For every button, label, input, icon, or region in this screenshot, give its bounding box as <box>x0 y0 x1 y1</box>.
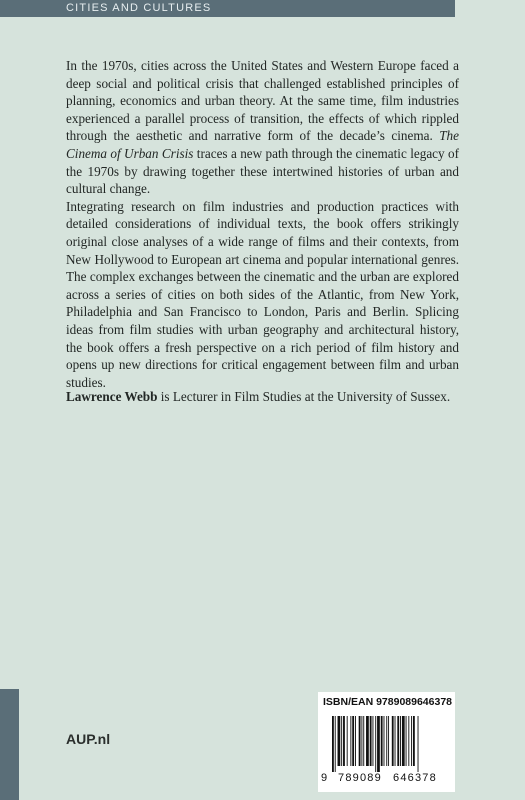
barcode-label <box>318 692 455 792</box>
barcode-bar <box>386 716 387 766</box>
publisher-website: AUP.nl <box>66 731 111 747</box>
barcode-bar <box>377 716 380 772</box>
cover-blurb <box>66 57 459 391</box>
barcode-bar <box>361 716 362 766</box>
barcode-bar <box>395 716 396 766</box>
book-title: The Cinema of Urban Crisis <box>66 128 459 161</box>
barcode-digit-lead: 9 <box>321 772 328 784</box>
barcode-bar <box>402 716 405 766</box>
barcode-bar <box>372 716 373 766</box>
barcode-bar <box>355 716 356 766</box>
series-banner <box>0 0 455 17</box>
blurb-paragraph-2: Integrating research on film industries and production practices with detailed considerations of individual texts, the book offers strikingly original close analyses of a wide range of films and their contexts, from New Hollywood to European art cinema and popular international genres. The complex exchanges between the cinematic and the urban are explored across a series of cities on both sides of the Atlantic, from New York, Philadelphia and San Francisco to London, Paris and Berlin. Splicing ideas from film studies with urban geography and architectural history, the book offers a fresh perspective on a rich period of film history and opens up new directions for critical engagement between film and urban studies. <box>66 198 459 390</box>
barcode-bar <box>384 716 385 766</box>
barcode-bar <box>366 716 369 766</box>
barcode-bar <box>359 716 361 766</box>
barcode-bar <box>413 716 415 766</box>
barcode-bar <box>375 716 376 772</box>
barcode-digit-group-1: 789089 <box>338 772 382 784</box>
barcode-bar <box>350 716 351 766</box>
author-bio-text: is Lecturer in Film Studies at the University of Sussex. <box>157 389 451 404</box>
barcode-bar <box>392 716 394 766</box>
barcode-bar <box>335 716 336 772</box>
barcode-bar <box>411 716 412 766</box>
author-bio <box>66 388 466 406</box>
barcode-bar <box>343 716 345 766</box>
barcode-bar <box>347 716 348 766</box>
barcode-bar <box>406 716 407 766</box>
decorative-side-block <box>0 689 19 800</box>
isbn-text: ISBN/EAN 9789089646378 <box>323 696 453 708</box>
author-name: Lawrence Webb <box>66 389 158 404</box>
barcode-bar <box>381 716 383 766</box>
barcode-bar <box>418 716 419 772</box>
barcode-bar <box>363 716 364 766</box>
blurb-paragraph-1-text-b: traces a new path through the cinematic legacy of the 1970s by drawing together these intertwined histories of urban and cultural change. <box>66 145 459 197</box>
barcode-bar <box>397 716 399 766</box>
blurb-paragraph-1 <box>66 57 459 198</box>
barcode-bar <box>388 716 389 766</box>
barcode-bar <box>400 716 401 766</box>
barcode-bar <box>370 716 372 766</box>
barcode-bars <box>332 716 446 772</box>
barcode-bar <box>408 716 409 766</box>
barcode-bar <box>341 716 342 766</box>
barcode-bar <box>338 716 341 766</box>
barcode-digit-group-2: 646378 <box>393 772 437 784</box>
blurb-paragraph-1-text-a: In the 1970s, cities across the United States and Western Europe faced a deep social and political crisis that challenged established principles of planning, economics and urban theory. At the same time, film industries experienced a parallel process of transition, the effects of which rippled through the aesthetic and narrative form of the decade’s cinema. <box>66 58 459 144</box>
series-label: CITIES AND CULTURES <box>66 2 212 14</box>
barcode-bar <box>332 716 334 772</box>
barcode-bar <box>352 716 354 766</box>
